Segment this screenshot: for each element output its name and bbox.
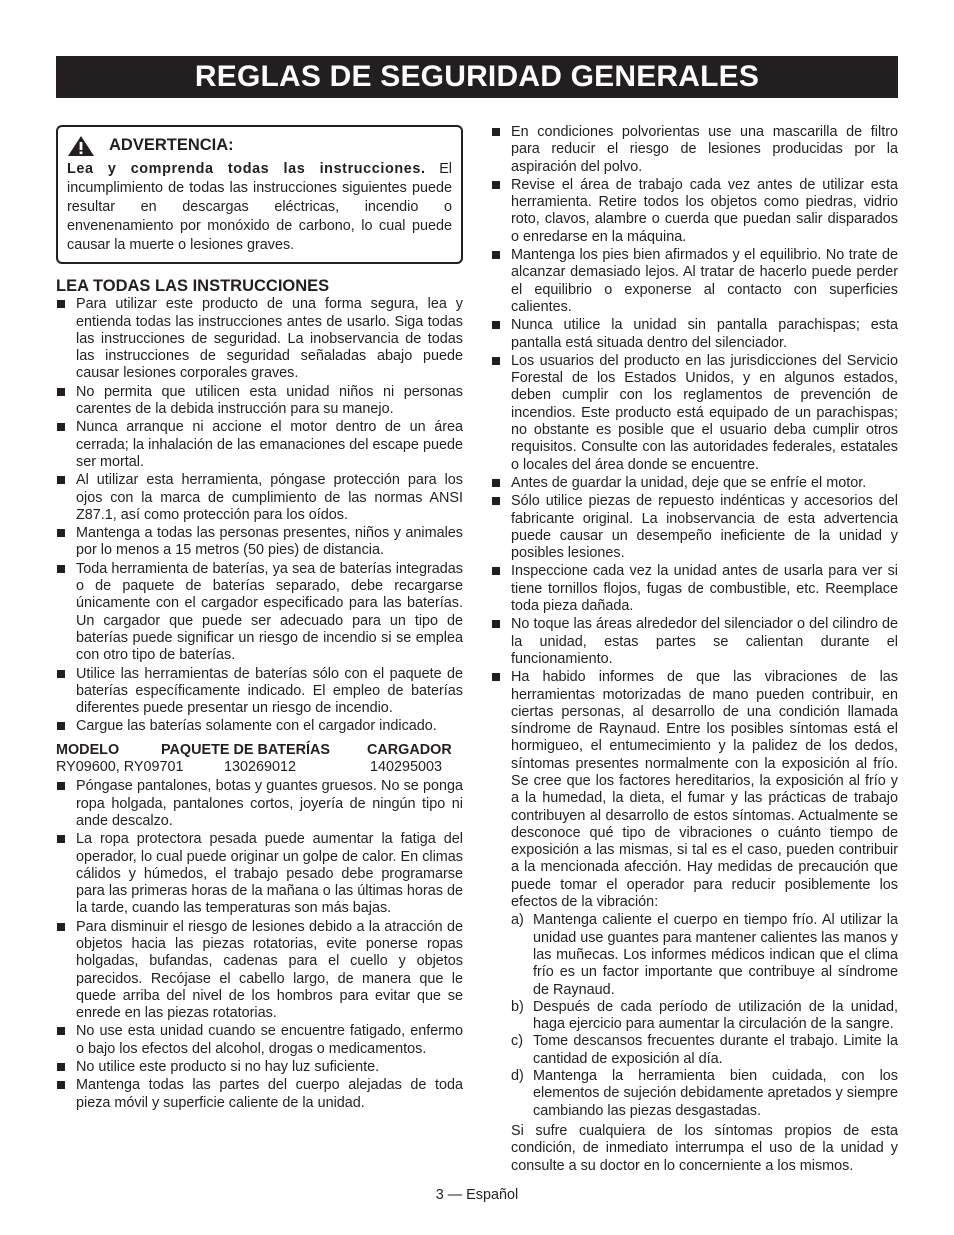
list-item: Utilice las herramientas de baterías sólo con el paquete de baterías específicamente indicado. El empleo de baterías diferentes puede presentar un riesgo de incendio.	[56, 666, 463, 718]
sub-item-text: Mantenga caliente el cuerpo en tiempo frío. Al utilizar la unidad use guantes para mantener calientes las manos y las muñecas. Los informes médicos indican que el clima frío es un factor importante que contribuye al síndrome de Raynaud.	[533, 912, 898, 998]
warning-text	[67, 160, 452, 255]
sub-item	[511, 1068, 898, 1120]
list-item: No permita que utilicen esta unidad niños ni personas carentes de la debida instrucción para su manejo.	[56, 384, 463, 419]
model-table-row	[56, 759, 463, 776]
sub-item-letter: d)	[511, 1068, 524, 1085]
sub-item	[511, 1033, 898, 1068]
list-item: La ropa protectora pesada puede aumentar la fatiga del operador, lo cual puede originar un golpe de calor. En climas cálidos y húmedos, el trabajo pesado debe programarse para las primeras horas de la mañana o las últimas horas de la tarde, cuando las temperaturas son más bajas.	[56, 831, 463, 917]
warning-heading: ADVERTENCIA:	[109, 136, 234, 155]
battery-pack-value: 130269012	[224, 759, 297, 776]
list-item: No utilice este producto si no hay luz suficiente.	[56, 1059, 463, 1076]
list-item: Póngase pantalones, botas y guantes gruesos. No se ponga ropa holgada, pantalones cortos, joyería de ningún tipo ni ande descalzo.	[56, 778, 463, 830]
vibration-measures-list	[491, 912, 898, 1120]
list-item: Cargue las baterías solamente con el cargador indicado.	[56, 718, 463, 735]
model-header: MODELO	[56, 741, 120, 758]
list-item: Nunca arranque ni accione el motor dentro de un área cerrada; la inhalación de las emanaciones del escape puede ser mortal.	[56, 419, 463, 471]
list-item: Revise el área de trabajo cada vez antes de utilizar esta herramienta. Retire todos los objetos como piedras, vidrio roto, clavos, alambre o cuerda que puedan salir disparados o enredarse en la máquina.	[491, 177, 898, 246]
list-item: Para utilizar este producto de una forma segura, lea y entienda todas las instrucciones antes de usarlo. Siga todas las instrucciones de seguridad. La inobservancia de todas las instrucciones de seguridad señaladas abajo puede causar lesiones corporales graves.	[56, 296, 463, 382]
charger-header: CARGADOR	[367, 741, 452, 758]
warning-box	[56, 125, 463, 264]
list-item: Antes de guardar la unidad, deje que se enfríe el motor.	[491, 475, 898, 492]
list-item: Mantenga los pies bien afirmados y el equilibrio. No trate de alcanzar demasiado lejos. Al tratar de hacerlo puede perder el equilibrio o exponerse al contacto con superficies calientes.	[491, 247, 898, 316]
battery-pack-header: PAQUETE DE BATERÍAS	[161, 741, 330, 758]
sub-item-text: Tome descansos frecuentes durante el trabajo. Limite la cantidad de exposición al día.	[533, 1033, 898, 1067]
warning-header	[67, 135, 452, 157]
sub-item-letter: b)	[511, 998, 524, 1015]
sub-item	[511, 999, 898, 1034]
list-item: Nunca utilice la unidad sin pantalla parachispas; esta pantalla está situada dentro del silenciador.	[491, 317, 898, 352]
list-item: Sólo utilice piezas de repuesto indénticas y accesorios del fabricante original. La inobservancia de esta advertencia puede causar un desempeño ineficiente de la unidad y posibles lesiones.	[491, 493, 898, 562]
model-value: RY09600, RY09701	[56, 759, 184, 776]
sub-item-letter: c)	[511, 1033, 523, 1050]
sub-item-letter: a)	[511, 912, 524, 929]
left-column	[56, 125, 463, 1113]
list-item: Inspeccione cada vez la unidad antes de usarla para ver si tiene tornillos flojos, fugas de combustible, etc. Reemplace toda pieza dañada.	[491, 563, 898, 615]
safety-list-3	[491, 124, 898, 911]
model-table-header	[56, 742, 463, 759]
list-item: Para disminuir el riesgo de lesiones debido a la atracción de objetos hacia las piezas rotatorias, evite ponerse ropas holgadas, bufandas, cadenas para el cuello y objetos parecidos. Recójase el cabello largo, de manera que le quede arriba del nivel de los hombros para evitar que se enrede en las piezas rotatorias.	[56, 919, 463, 1023]
warning-triangle-icon	[67, 135, 95, 157]
list-item: Ha habido informes de que las vibraciones de las herramientas motorizadas de mano pueden contribuir, en ciertas personas, al desarrollo de una condición llamada síndrome de Raynaud. Entre los posibles síntomas está el hormigueo, el entumecimiento y la palidez de los dedos, síntomas presentes normalmente con la exposición al frío. Se cree que los factores hereditarios, la exposición al frío y a la humedad, la dieta, el fumar y las prácticas de trabajo contribuyen al desarrollo de estos síntomas. Actualmente se desconoce qué tipo de vibraciones o cuánto tiempo de exposición a las mismas, si tal es el caso, pueden contribuir a la mencionada afección. Hay medidas de precaución que puede tomar el operador para reducir posiblemente los efectos de la vibración:	[491, 669, 898, 911]
list-item: En condiciones polvorientas use una mascarilla de filtro para reducir el riesgo de lesiones producidas por la aspiración del polvo.	[491, 124, 898, 176]
list-item: Al utilizar esta herramienta, póngase protección para los ojos con la marca de cumplimiento de las normas ANSI Z87.1, así como protección para los oídos.	[56, 472, 463, 524]
list-item: No use esta unidad cuando se encuentre fatigado, enfermo o bajo los efectos del alcohol, drogas o medicamentos.	[56, 1023, 463, 1058]
right-column	[491, 124, 898, 1175]
closing-paragraph: Si sufre cualquiera de los síntomas propios de esta condición, de inmediato interrumpa el uso de la unidad y consulte a su doctor en lo concerniente a los mismos.	[511, 1122, 898, 1174]
sub-item	[511, 912, 898, 998]
safety-list-2	[56, 778, 463, 1112]
warning-body: El incumplimiento de todas las instrucciones siguientes puede resultar en descargas eléctricas, incendio o envenenamiento por monóxido de carbono, lo cual puede causar la muerte o lesiones graves.	[67, 161, 453, 253]
list-item: Mantenga todas las partes del cuerpo alejadas de toda pieza móvil y superficie caliente de la unidad.	[56, 1077, 463, 1112]
sub-item-text: Después de cada período de utilización de la unidad, haga ejercicio para aumentar la circulación de la sangre.	[533, 998, 898, 1033]
list-item: Toda herramienta de baterías, ya sea de baterías integradas o de paquete de baterías separado, debe recargarse únicamente con el cargador especificado para las baterías. Un cargador que puede ser adecuado para un tipo de baterías puede significar un riesgo de incendio si se emplea con otro tipo de baterías.	[56, 561, 463, 665]
page-title: REGLAS DE SEGURIDAD GENERALES	[56, 56, 898, 98]
sub-item-text: Mantenga la herramienta bien cuidada, con los elementos de sujeción debidamente apretados y siempre cambiando las piezas desgastadas.	[533, 1068, 898, 1119]
charger-value: 140295003	[370, 759, 443, 776]
list-item: Los usuarios del producto en las jurisdicciones del Servicio Forestal de los Estados Unidos, y en algunos estados, deben cumplir con los reglamentos de prevención de incendios. Este producto está equipado de un parachispas; no obstante es posible que el usuario deba cumplir otros requisitos. Consulte con las autoridades federales, estatales o locales del área donde se encuentre.	[491, 353, 898, 474]
list-item: No toque las áreas alrededor del silenciador o del cilindro de la unidad, estas partes se calientan durante el funcionamiento.	[491, 616, 898, 668]
warning-lead: Lea y comprenda todas las instrucciones.	[67, 161, 426, 177]
page-footer: 3 — Español	[435, 1187, 519, 1203]
list-item: Mantenga a todas las personas presentes, niños y animales por lo menos a 15 metros (50 pies) de distancia.	[56, 525, 463, 560]
safety-list-1	[56, 296, 463, 735]
section-heading: LEA TODAS LAS INSTRUCCIONES	[56, 277, 330, 295]
